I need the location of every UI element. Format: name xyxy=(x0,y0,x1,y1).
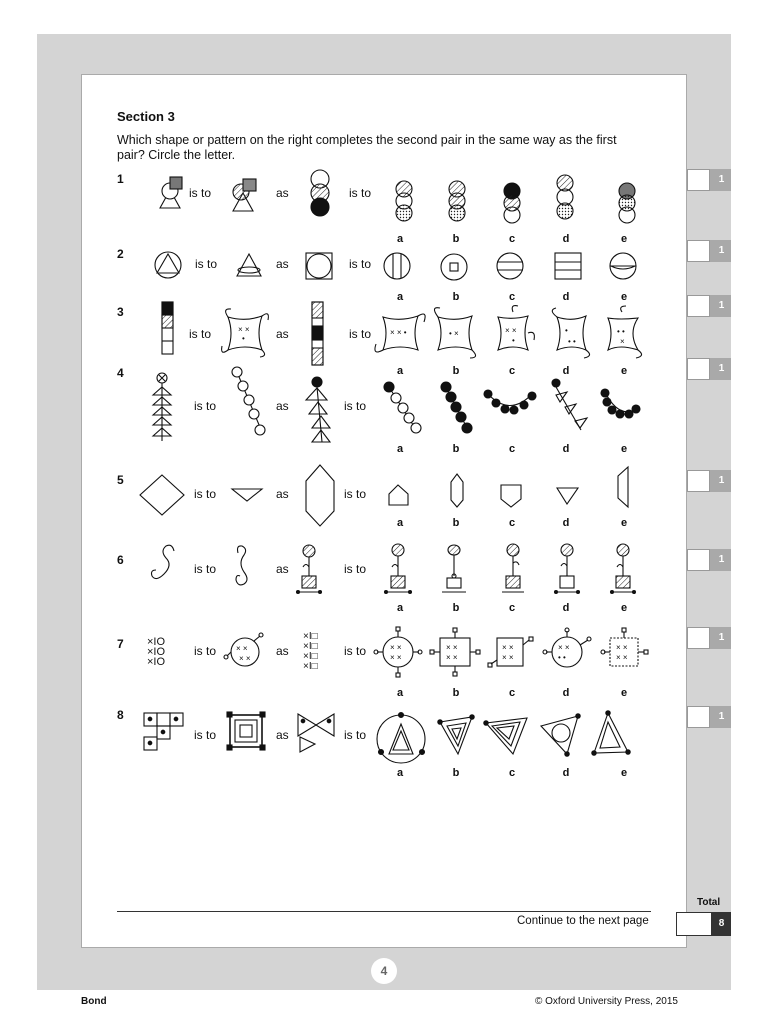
answer-box[interactable] xyxy=(687,358,710,380)
q4-shape xyxy=(153,373,171,441)
q2-option-e xyxy=(610,253,636,279)
q5-option-b xyxy=(451,474,463,507)
option-letter[interactable]: e xyxy=(620,291,628,303)
option-letter[interactable]: b xyxy=(452,443,460,455)
is-to-text: is to xyxy=(194,728,217,742)
as-text: as xyxy=(276,186,289,200)
option-letter[interactable]: a xyxy=(396,687,404,699)
svg-text:• •: • • xyxy=(568,337,576,346)
option-letter[interactable]: d xyxy=(562,767,570,779)
answer-box[interactable] xyxy=(687,549,710,571)
q5-shape xyxy=(232,489,262,501)
svg-text:× ×: × × xyxy=(502,653,514,662)
q2-option-d xyxy=(555,253,581,279)
option-letter[interactable]: e xyxy=(620,443,628,455)
question-number: 1 xyxy=(117,172,124,186)
mark-value: 1 xyxy=(718,475,725,486)
mark-box xyxy=(687,169,731,191)
q4-option-c xyxy=(484,390,536,414)
q5-option-e xyxy=(618,467,628,507)
option-letter[interactable]: c xyxy=(508,291,516,303)
is-to-text: is to xyxy=(189,186,212,200)
q6-option-a xyxy=(385,544,412,594)
option-letter[interactable]: c xyxy=(508,767,516,779)
mark-box xyxy=(687,549,731,571)
q7-option-a xyxy=(374,627,422,677)
question-number: 2 xyxy=(117,247,124,261)
svg-text:× ×: × × xyxy=(502,643,514,652)
option-letter[interactable]: e xyxy=(620,365,628,377)
option-letter[interactable]: e xyxy=(620,767,628,779)
q3-option-a xyxy=(375,314,425,352)
mark-value: 1 xyxy=(718,632,725,643)
answer-box[interactable] xyxy=(687,295,710,317)
option-letter[interactable]: b xyxy=(452,233,460,245)
svg-text:× ×: × × xyxy=(390,643,402,652)
section-title: Section 3 xyxy=(117,109,175,124)
mark-box xyxy=(687,240,731,262)
q6-shape xyxy=(236,546,247,585)
q2-shape xyxy=(237,254,261,276)
option-letter[interactable]: c xyxy=(508,443,516,455)
q5-option-c xyxy=(501,485,521,507)
answer-box[interactable] xyxy=(687,470,710,492)
page-number: 4 xyxy=(371,958,397,984)
q1-option-d xyxy=(557,175,573,219)
option-letter[interactable]: c xyxy=(508,687,516,699)
is-to-text: is to xyxy=(349,257,372,271)
total-label: Total xyxy=(697,897,721,908)
q1-shape xyxy=(311,170,329,216)
option-letter[interactable]: e xyxy=(620,687,628,699)
option-letter[interactable]: a xyxy=(396,291,404,303)
is-to-text: is to xyxy=(344,728,367,742)
option-letter[interactable]: b xyxy=(452,602,460,614)
svg-text:• ×: • × xyxy=(449,329,459,338)
svg-text:• •: • • xyxy=(617,327,625,336)
is-to-text: is to xyxy=(194,487,217,501)
option-letter[interactable]: a xyxy=(396,517,404,529)
question-number: 7 xyxy=(117,637,124,651)
answer-box[interactable] xyxy=(687,706,710,728)
q4-shape xyxy=(232,367,265,435)
svg-text:× ×: × × xyxy=(239,654,251,663)
svg-text:•: • xyxy=(242,334,245,343)
q3-shape xyxy=(222,309,269,357)
q8-shape xyxy=(227,712,265,750)
total-value: 8 xyxy=(718,918,725,929)
footer-rule xyxy=(117,911,651,912)
option-letter[interactable]: b xyxy=(452,291,460,303)
q7-shape xyxy=(147,636,165,668)
as-text: as xyxy=(276,487,289,501)
q3-option-c xyxy=(498,306,534,350)
is-to-text: is to xyxy=(194,399,217,413)
answer-box[interactable] xyxy=(687,169,710,191)
is-to-text: is to xyxy=(344,487,367,501)
q3-option-d xyxy=(552,308,589,358)
option-letter[interactable]: e xyxy=(620,602,628,614)
q6-option-d xyxy=(555,544,580,594)
q4-option-a xyxy=(384,382,421,433)
svg-text:× ×: × × xyxy=(505,326,517,335)
svg-text:× ×: × × xyxy=(616,653,628,662)
option-letter[interactable]: d xyxy=(562,602,570,614)
as-text: as xyxy=(276,644,289,658)
mark-box xyxy=(687,706,731,728)
svg-text:×I□: ×I□ xyxy=(303,631,318,642)
q2-option-a xyxy=(384,253,410,279)
question-number: 6 xyxy=(117,553,124,567)
svg-text:× ×: × × xyxy=(616,643,628,652)
total-box xyxy=(676,912,731,936)
option-letter[interactable]: c xyxy=(508,365,516,377)
is-to-text: is to xyxy=(195,257,218,271)
q1-shape xyxy=(160,177,182,208)
as-text: as xyxy=(276,728,289,742)
is-to-text: is to xyxy=(189,327,212,341)
answer-box[interactable] xyxy=(687,627,710,649)
q6-option-c xyxy=(502,544,524,592)
copyright: © Oxford University Press, 2015 xyxy=(535,996,678,1007)
q7-shape xyxy=(303,631,318,672)
svg-text:• •: • • xyxy=(558,653,566,662)
svg-text:×IO: ×IO xyxy=(147,646,166,658)
question-number: 3 xyxy=(117,305,124,319)
option-letter[interactable]: e xyxy=(620,517,628,529)
svg-text:×I□: ×I□ xyxy=(303,661,318,672)
q3-shape xyxy=(312,302,323,365)
total-answer-box[interactable] xyxy=(677,913,711,935)
continue-text: Continue to the next page xyxy=(517,915,649,927)
option-letter[interactable]: b xyxy=(452,517,460,529)
option-letter[interactable]: c xyxy=(508,233,516,245)
q2-shape xyxy=(306,253,332,279)
q4-option-d xyxy=(552,379,587,430)
q7-option-d xyxy=(543,628,591,667)
option-letter[interactable]: d xyxy=(562,687,570,699)
q6-shape xyxy=(297,545,322,594)
option-letter[interactable]: a xyxy=(396,767,404,779)
is-to-text: is to xyxy=(344,562,367,576)
is-to-text: is to xyxy=(194,562,217,576)
option-letter[interactable]: a xyxy=(396,602,404,614)
svg-text:× × •: × × • xyxy=(390,328,407,337)
q1-option-a xyxy=(396,181,412,221)
svg-text:×IO: ×IO xyxy=(147,656,166,668)
is-to-text: is to xyxy=(194,644,217,658)
question-number: 5 xyxy=(117,473,124,487)
mark-value: 1 xyxy=(718,174,725,185)
q8-option-e xyxy=(592,711,630,755)
option-letter[interactable]: d xyxy=(562,233,570,245)
option-letter[interactable]: d xyxy=(562,365,570,377)
q5-shape xyxy=(140,475,184,515)
is-to-text: is to xyxy=(349,327,372,341)
q6-shape xyxy=(152,545,175,578)
q7-shape xyxy=(224,633,263,666)
question-number: 4 xyxy=(117,366,124,380)
svg-text:× ×: × × xyxy=(558,643,570,652)
q6-option-b xyxy=(442,545,466,592)
svg-text:×I□: ×I□ xyxy=(303,651,318,662)
option-letter[interactable]: e xyxy=(620,233,628,245)
svg-text:•: • xyxy=(565,326,568,335)
svg-text:× ×: × × xyxy=(236,644,248,653)
mark-value: 1 xyxy=(718,711,725,722)
q2-option-b xyxy=(441,254,467,280)
svg-text:× ×: × × xyxy=(390,653,402,662)
question-number: 8 xyxy=(117,708,124,722)
option-letter[interactable]: a xyxy=(396,233,404,245)
q8-shape xyxy=(144,713,183,750)
option-letter[interactable]: b xyxy=(452,767,460,779)
q4-option-e xyxy=(601,389,640,418)
q8-option-c xyxy=(484,718,527,754)
q8-option-b xyxy=(438,715,474,754)
q2-option-c xyxy=(497,253,523,279)
mark-box xyxy=(687,295,731,317)
q6-option-e xyxy=(611,544,636,594)
q7-option-c xyxy=(488,637,533,667)
mark-value: 1 xyxy=(718,245,725,256)
q1-option-b xyxy=(449,181,465,221)
svg-text:×IO: ×IO xyxy=(147,636,166,648)
is-to-text: is to xyxy=(344,399,367,413)
mark-box xyxy=(687,627,731,649)
mark-value: 1 xyxy=(718,363,725,374)
option-letter[interactable]: b xyxy=(452,687,460,699)
q4-option-b xyxy=(441,382,472,433)
q1-option-c xyxy=(504,183,520,223)
q3-shape xyxy=(162,302,173,354)
q7-option-e xyxy=(601,628,648,666)
is-to-text: is to xyxy=(344,644,367,658)
publisher: Bond xyxy=(81,996,107,1007)
option-letter[interactable]: d xyxy=(562,517,570,529)
svg-text:× ×: × × xyxy=(446,653,458,662)
q1-option-e xyxy=(619,183,635,223)
q8-option-d xyxy=(541,714,580,756)
option-letter[interactable]: d xyxy=(562,443,570,455)
q2-shape xyxy=(155,252,181,278)
as-text: as xyxy=(276,562,289,576)
svg-text:×: × xyxy=(620,337,625,346)
svg-text:×I□: ×I□ xyxy=(303,641,318,652)
as-text: as xyxy=(276,399,289,413)
q1-shape xyxy=(233,179,256,211)
option-letter[interactable]: c xyxy=(508,602,516,614)
q8-shape xyxy=(298,714,334,752)
q5-shape xyxy=(306,465,334,526)
q5-option-d xyxy=(557,488,578,504)
answer-box[interactable] xyxy=(687,240,710,262)
mark-value: 1 xyxy=(718,554,725,565)
q8-option-a xyxy=(377,713,425,764)
svg-text:× ×: × × xyxy=(446,643,458,652)
q3-option-b xyxy=(434,308,475,358)
option-letter[interactable]: b xyxy=(452,365,460,377)
option-letter[interactable]: a xyxy=(396,365,404,377)
option-letter[interactable]: a xyxy=(396,443,404,455)
svg-text:× ×: × × xyxy=(238,325,250,334)
instructions: Which shape or pattern on the right completes the second pair in the same way as the first pair? Circle the letter. xyxy=(117,133,617,162)
q4-shape xyxy=(306,377,330,442)
as-text: as xyxy=(276,257,289,271)
mark-box xyxy=(687,470,731,492)
is-to-text: is to xyxy=(349,186,372,200)
mark-box xyxy=(687,358,731,380)
mark-value: 1 xyxy=(718,300,725,311)
q7-option-b xyxy=(430,628,480,676)
option-letter[interactable]: c xyxy=(508,517,516,529)
svg-text:•: • xyxy=(512,336,515,345)
q5-option-a xyxy=(389,485,408,505)
option-letter[interactable]: d xyxy=(562,291,570,303)
as-text: as xyxy=(276,327,289,341)
q3-option-e xyxy=(608,306,642,358)
